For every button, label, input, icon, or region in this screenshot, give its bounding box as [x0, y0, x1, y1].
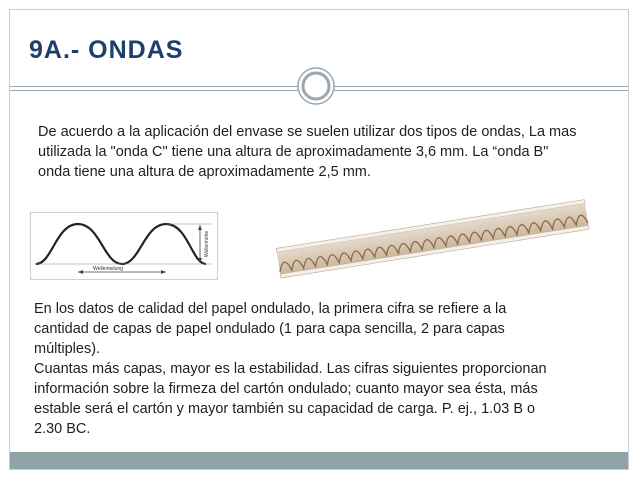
body-line: Cuantas más capas, mayor es la estabilidad. Las cifras siguientes proporcionan	[34, 361, 547, 377]
body-line: múltiples).	[34, 341, 101, 357]
body-line: información sobre la firmeza del cartón ondulado; cuanto mayor sea ésta, más	[34, 381, 538, 397]
intro-paragraph: De acuerdo a la aplicación del envase se suelen utilizar dos tipos de ondas, La mas utilizada la "onda C" tiene una altura de aproximadamente 3,6 mm. La “onda B" onda tiene una altura de aproximadamente 2,5 mm.	[38, 124, 577, 180]
body-line: estable será el cartón y mayor también su capacidad de carga. P. ej., 1.03 B o	[34, 401, 536, 417]
wave-diagram	[30, 212, 218, 280]
height-label: Wellenhöhe	[204, 230, 210, 258]
body-line: 2.30 BC.	[34, 421, 91, 437]
pitch-label: Wellenteilung	[93, 266, 123, 272]
corrugated-cardboard-photo	[268, 190, 594, 280]
footer-band	[10, 452, 628, 469]
body-line: cantidad de capas de papel ondulado (1 para capa sencilla, 2 para capas	[34, 321, 505, 337]
circle-ornament-icon	[296, 66, 336, 106]
body-paragraph	[34, 299, 614, 439]
body-line: En los datos de calidad del papel ondulado, la primera cifra se refiere a la	[34, 301, 507, 317]
slide-title: 9A.- ONDAS	[29, 36, 184, 64]
